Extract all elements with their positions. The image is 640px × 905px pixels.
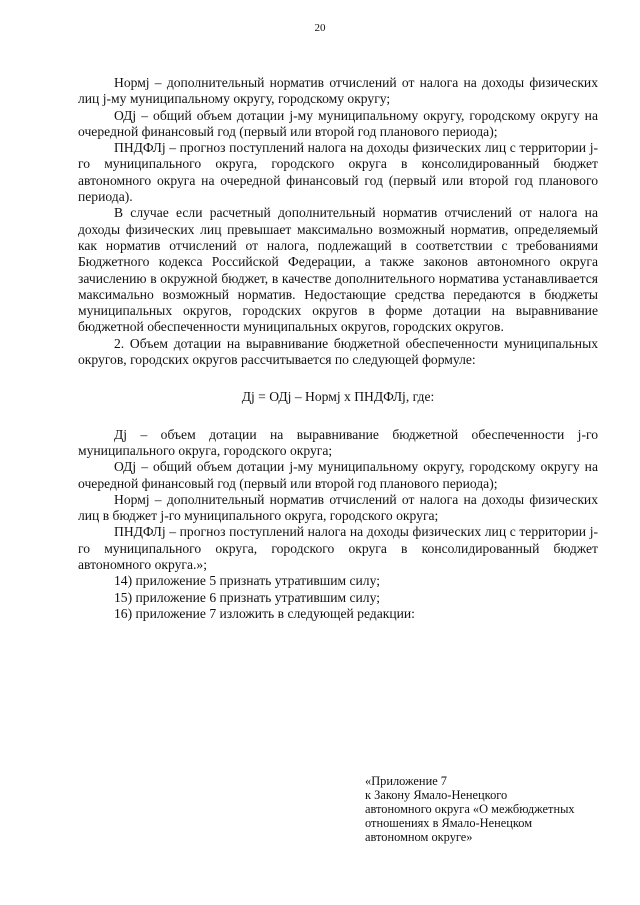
appendix-line: к Закону Ямало-Ненецкого [365, 788, 508, 802]
definition-pndfl: ПНДФЛj – прогноз поступлений налога на доходы физических лиц с территории j-го муниципального округа, городского округа в консолидированный бюджет автономного округа.»; [78, 524, 598, 573]
page-number: 20 [314, 22, 326, 34]
body-text [78, 75, 598, 622]
appendix-line: отношениях в Ямало-Ненецком [365, 816, 533, 830]
paragraph-od-definition: ОДj – общий объем дотации j-му муниципальному округу, городскому округу на очередной финансовый год (первый или второй год планового периода); [78, 107, 598, 139]
definition-d: Дj – объем дотации на выравнивание бюджетной обеспеченности j-го муниципального округа, городского округа; [78, 426, 598, 458]
list-item-16: 16) приложение 7 изложить в следующей редакции: [114, 605, 415, 621]
paragraph-norm-definition: Нормj – дополнительный норматив отчислений от налога на доходы физических лиц j-му муниципальному округу, городскому округу; [78, 75, 598, 107]
definition-norm: Нормj – дополнительный норматив отчислений от налога на доходы физических лиц в бюджет j-го муниципального округа, городского округа; [78, 491, 598, 524]
list-item-14: 14) приложение 5 признать утратившим силу; [114, 573, 380, 589]
formula: Дj = ОДj – Нормj х ПНДФЛj, где: [241, 389, 435, 405]
paragraph-pndfl-definition: ПНДФЛj – прогноз поступлений налога на доходы физических лиц с территории j-го муниципального округа, городского округа в консолидированный бюджет автономного округа на очередной финансовый год (первый или второй год планового периода). [78, 140, 598, 205]
appendix-line: «Приложение 7 [365, 774, 447, 788]
appendix-line: автономном округе» [365, 830, 473, 844]
appendix-line: автономного округа «О межбюджетных [365, 802, 575, 816]
paragraph-formula-intro: 2. Объем дотации на выравнивание бюджетной обеспеченности муниципальных округов, городских округов рассчитывается по следующей формуле: [78, 335, 598, 368]
paragraph-max-norm-rule: В случае если расчетный дополнительный норматив отчислений от налога на доходы физических лиц превышает максимально возможный норматив, определяемый как норматив отчислений от налога, подлежащий в соответствии с требованиями Бюджетного кодекса Российской Федерации, а также законов автономного округа зачислению в окружной бюджет, в качестве дополнительного норматива устанавливается максимально возможный норматив. Недостающие средства передаются в бюджеты муниципальных округов, городских округов в форме дотации на выравнивание бюджетной обеспеченности муниципальных округов, городских округов. [78, 205, 598, 335]
list-item-15: 15) приложение 6 признать утратившим силу; [114, 589, 380, 605]
definition-od: ОДj – общий объем дотации j-му муниципальному округу, городскому округу на очередной финансовый год (первый или второй год планового периода); [78, 459, 598, 491]
appendix-heading [365, 774, 605, 844]
